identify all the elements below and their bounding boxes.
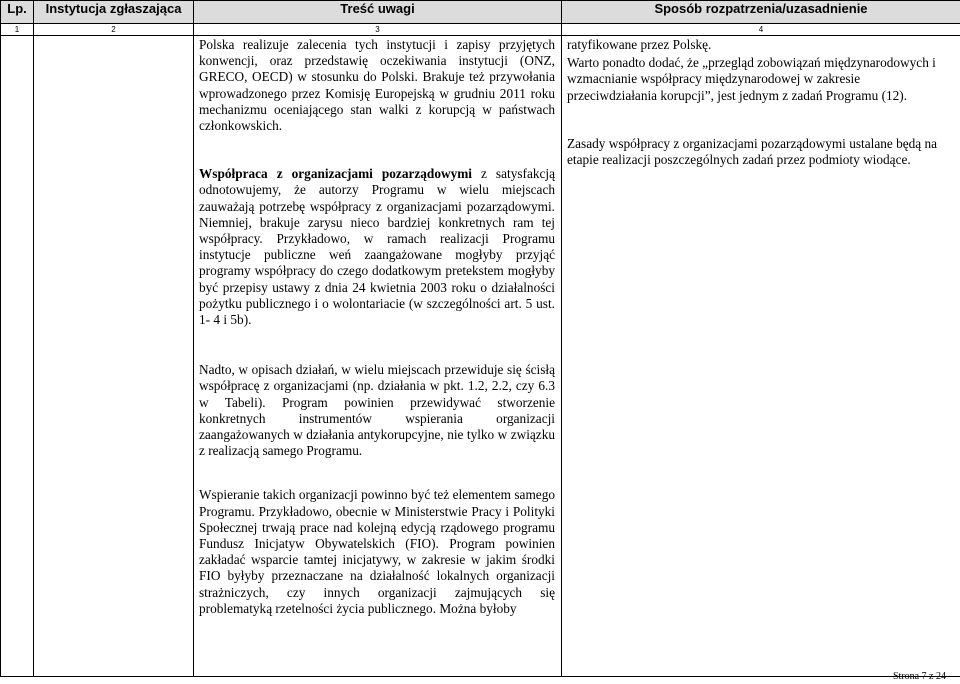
page-number: Strona 7 z 24 xyxy=(892,671,946,682)
remark-paragraph: Polska realizuje zalecenia tych instytucji i zapisy przyjętych konwencji, oraz przedstawię oczekiwania instytucji (ONZ, GRECO, OECD) w stosunku do Polski. Brakuje też przywołania wprowadzonego przez Komisję Europejską w grudniu 2011 roku mechanizmu oceniającego stan walki z korupcją w państwach członkowskich. xyxy=(199,37,555,134)
remark-paragraph: Wspieranie takich organizacji powinno być też elementem samego Programu. Przykładowo, obecnie w Ministerstwie Pracy i Polityki Społecznej trwają prace nad kolejną edycją rządowego programu Fundusz Inicjatyw Obywatelskich (FIO). Program powinien zakładać wsparcie tamtej inicjatywy, w zakresie w jakim środki FIO byłyby przeznaczane na działalność lokalnych organizacji strażniczych, czy innych organizacji zajmujących się problematyką rzetelności życia publicznego. Można byłoby xyxy=(199,487,555,616)
lp-cell xyxy=(1,36,34,677)
remark-paragraph xyxy=(194,166,561,328)
header-institution: Instytucja zgłaszająca xyxy=(34,1,194,24)
response-paragraph: Zasady współpracy z organizacjami pozarządowymi ustalane będą na etapie realizacji poszczególnych zadań przez podmioty wiodące. xyxy=(567,135,938,168)
response-paragraph: ratyfikowane przez Polskę. xyxy=(567,37,712,52)
column-number: 4 xyxy=(562,24,960,36)
header-lp: Lp. xyxy=(1,1,34,24)
table-row xyxy=(1,36,960,677)
response-paragraph: Warto ponadto dodać, że „przegląd zobowiązań międzynarodowych i wzmacnianie współpracy międzynarodowej w zakresie przeciwdziałania korupcji”, jest jednym z zadań Programu (12). xyxy=(567,55,936,103)
column-number: 2 xyxy=(34,24,194,36)
remark-text: z satysfakcją odnotowujemy, że autorzy Programu w wielu miejscach zauważają potrzebę współpracy z organizacjami pozarządowymi. Niemniej, brakuje zarysu nieco bardziej konkretnych ram tej współpracy. Przykładowo, w ramach realizacji Programu instytucje publiczne weń zaangażowane mogłyby przyjąć programy współpracy do czego dodatkowym pretekstem mogłyby być przepisy ustawy z dnia 24 kwietnia 2003 roku o działalności pożytku publicznego i o wolontariacie (w szczególności art. 5 ust. 1- 4 i 5b). xyxy=(199,166,555,328)
remark-paragraph: Nadto, w opisach działań, w wielu miejscach przewiduje się ścisłą współpracę z organizacjami (np. działania w pkt. 1.2, 2.2, czy 6.3 w Tabeli). Program powinien przewidywać stworzenie konkretnych instrumentów wspierania organizacji zaangażowanych w działania antykorupcyjne, nie tylko w związku z realizacją samego Programu. xyxy=(199,362,555,459)
header-remarks: Treść uwagi xyxy=(194,1,562,24)
remarks-cell xyxy=(194,36,562,677)
institution-cell xyxy=(34,36,194,677)
column-number: 1 xyxy=(1,24,34,36)
header-response: Sposób rozpatrzenia/uzasadnienie xyxy=(562,1,960,24)
response-cell xyxy=(562,36,960,677)
column-number: 3 xyxy=(194,24,562,36)
remark-heading: Współpraca z organizacjami pozarządowymi xyxy=(199,166,472,182)
